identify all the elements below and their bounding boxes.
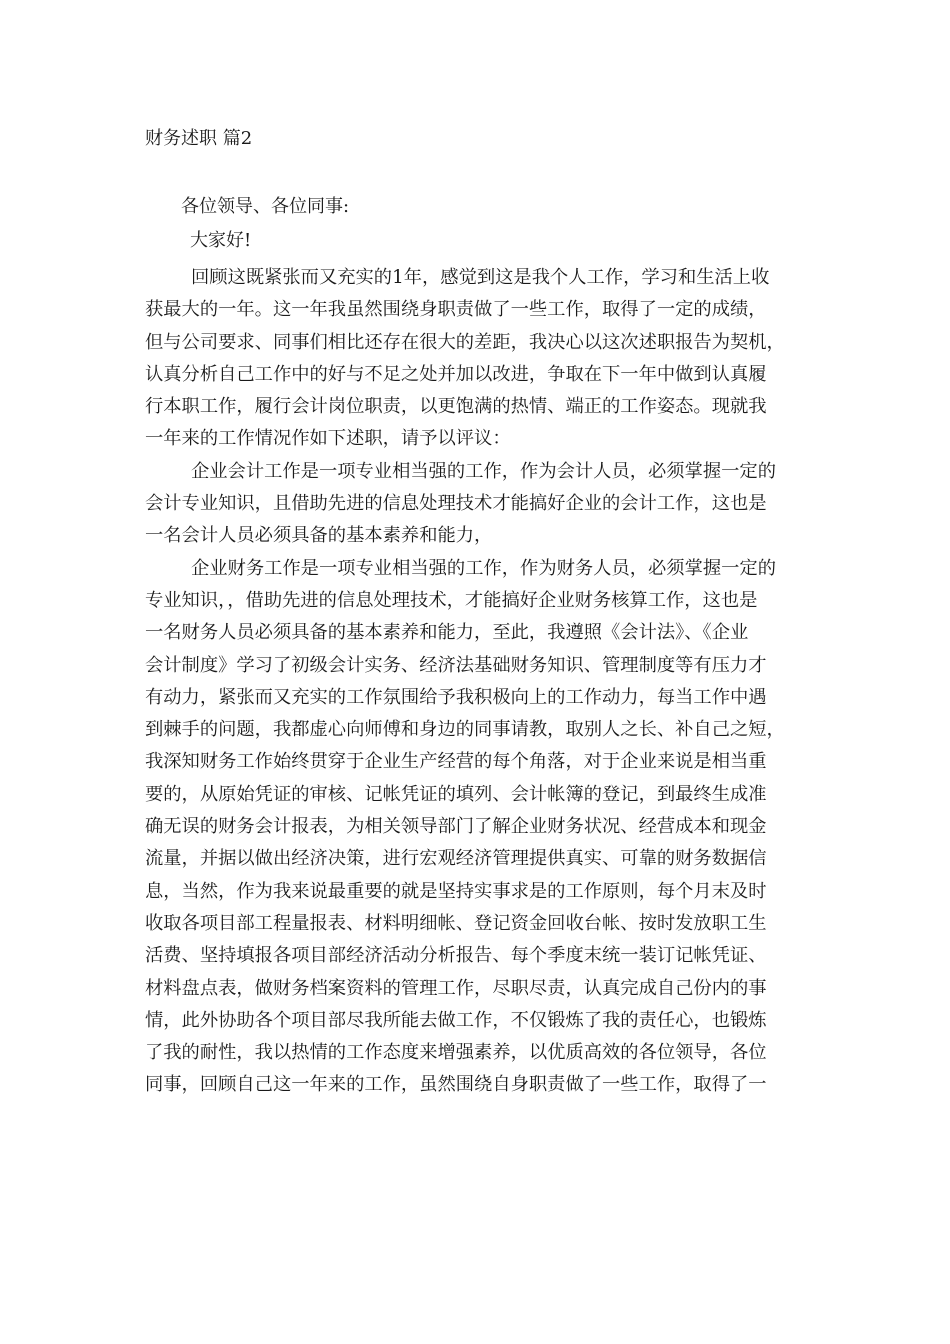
text-line: 一年来的工作情况作如下述职，请予以评议： bbox=[145, 428, 511, 450]
text-line: 认真分析自己工作中的好与不足之处并加以改进，争取在下一年中做到认真履 bbox=[145, 363, 767, 385]
text-line: 材料盘点表，做财务档案资料的管理工作，尽职尽责，认真完成自己份内的事 bbox=[145, 977, 767, 999]
text-line: 收取各项目部工程量报表、材料明细帐、登记资金回收台帐、按时发放职工生 bbox=[145, 912, 767, 934]
text-line: 要的，从原始凭证的审核、记帐凭证的填列、会计帐簿的登记，到最终生成准 bbox=[145, 783, 767, 805]
text-line: 流量，并据以做出经济决策，进行宏观经济管理提供真实、可靠的财务数据信 bbox=[145, 848, 767, 870]
text-line: 我深知财务工作始终贯穿于企业生产经营的每个角落，对于企业来说是相当重 bbox=[145, 751, 767, 773]
text-line: 但与公司要求、同事们相比还存在很大的差距，我决心以这次述职报告为契机， bbox=[145, 331, 785, 353]
text-line: 了我的耐性，我以热情的工作态度来增强素养，以优质高效的各位领导，各位 bbox=[145, 1042, 767, 1064]
text-line: 活费、坚持填报各项目部经济活动分析报告、每个季度末统一装订记帐凭证、 bbox=[145, 945, 767, 967]
text-line: 会计制度》学习了初级会计实务、经济法基础财务知识、管理制度等有压力才 bbox=[145, 654, 767, 676]
text-line: 一名财务人员必须具备的基本素养和能力，至此，我遵照《会计法》、《企业 bbox=[145, 622, 749, 644]
text-line: 同事，回顾自己这一年来的工作，虽然围绕自身职责做了一些工作，取得了一 bbox=[145, 1074, 767, 1096]
text-line: 获最大的一年。这一年我虽然围绕身职责做了一些工作，取得了一定的成绩， bbox=[145, 299, 767, 321]
text-line: 息，当然，作为我来说最重要的就是坚持实事求是的工作原则，每个月末及时 bbox=[145, 880, 767, 902]
text-line: 确无误的财务会计报表，为相关领导部门了解企业财务状况、经营成本和现金 bbox=[145, 816, 767, 838]
greeting: 大家好! bbox=[190, 230, 252, 251]
text-line: 情，此外协助各个项目部尽我所能去做工作，不仅锻炼了我的责任心，也锻炼 bbox=[145, 1009, 767, 1031]
document-heading: 财务述职 篇2 bbox=[145, 128, 253, 149]
text-line: 企业会计工作是一项专业相当强的工作，作为会计人员，必须掌握一定的 bbox=[191, 460, 776, 482]
text-line: 行本职工作，履行会计岗位职责，以更饱满的热情、端正的工作姿态。现就我 bbox=[145, 396, 767, 418]
text-line: 有动力，紧张而又充实的工作氛围给予我积极向上的工作动力，每当工作中遇 bbox=[145, 686, 767, 708]
text-line: 企业财务工作是一项专业相当强的工作，作为财务人员，必须掌握一定的 bbox=[191, 557, 776, 579]
salutation: 各位领导、各位同事: bbox=[181, 196, 350, 217]
text-line: 专业知识，，借助先进的信息处理技术，才能搞好企业财务核算工作，这也是 bbox=[145, 589, 758, 611]
text-line: 一名会计人员必须具备的基本素养和能力， bbox=[145, 525, 493, 547]
text-line: 到棘手的问题，我都虚心向师傅和身边的同事请教，取别人之长、补自己之短， bbox=[145, 719, 785, 741]
text-line: 会计专业知识，且借助先进的信息处理技术才能搞好企业的会计工作，这也是 bbox=[145, 493, 767, 515]
text-line: 回顾这既紧张而又充实的1年，感觉到这是我个人工作，学习和生活上收 bbox=[191, 267, 770, 288]
body-text bbox=[145, 262, 815, 1102]
